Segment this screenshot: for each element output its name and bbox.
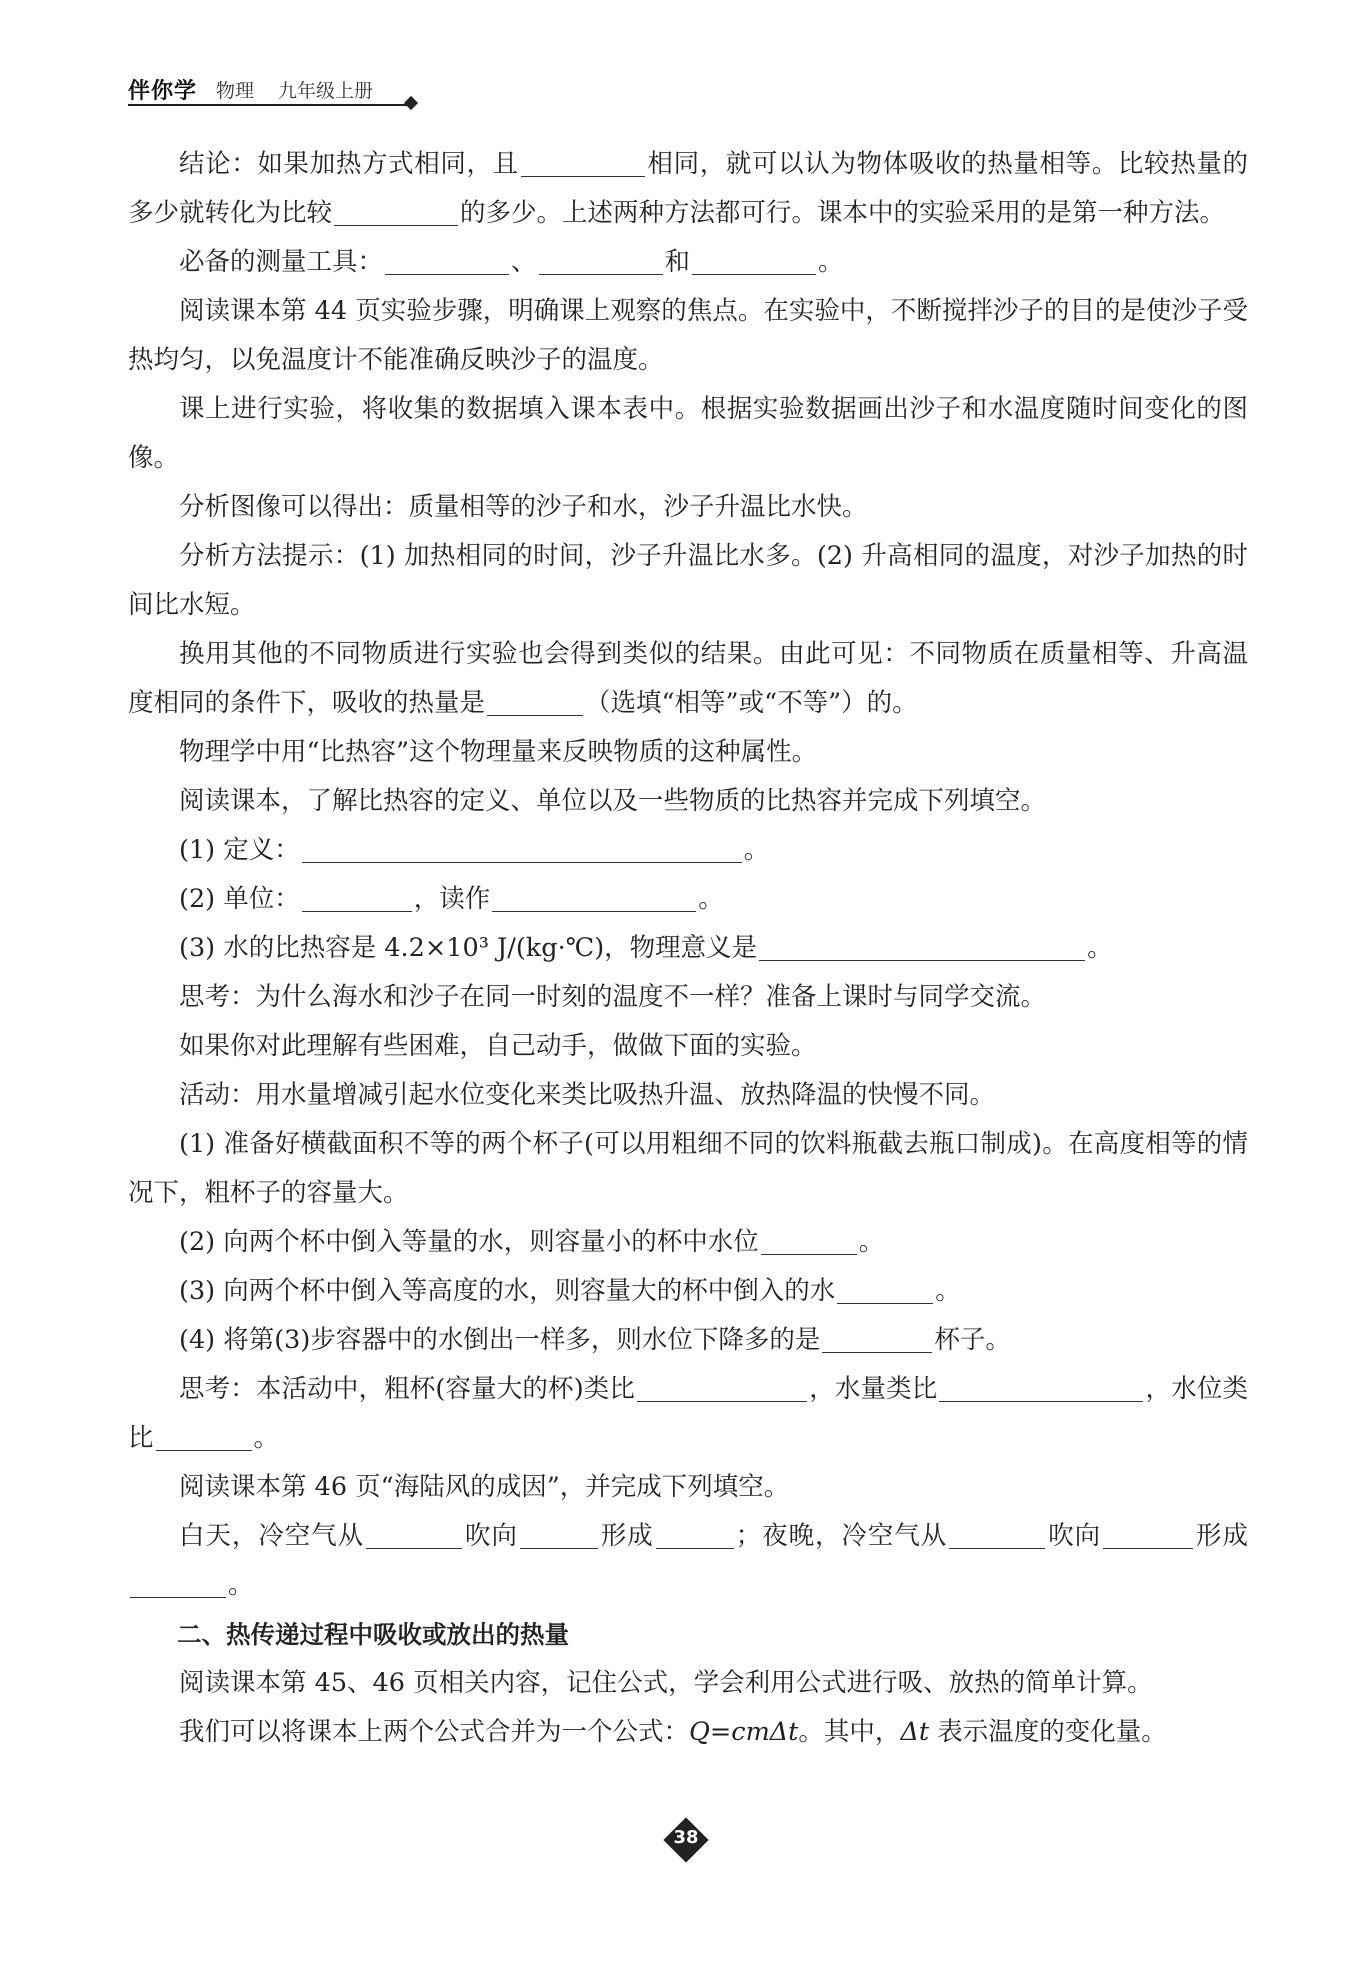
paragraph: 阅读课本第 44 页实验步骤，明确课上观察的焦点。在实验中，不断搅拌沙子的目的是使沙子受热均匀，以免温度计不能准确反映沙子的温度。 xyxy=(128,296,1248,375)
fill-blank[interactable] xyxy=(487,689,583,716)
paragraph: 课上进行实验，将收集的数据填入课本表中。根据实验数据画出沙子和水温度随时间变化的图像。 xyxy=(128,394,1248,473)
header-diamond-icon xyxy=(404,96,418,110)
paragraph: 思考：为什么海水和沙子在同一时刻的温度不一样？准备上课时与同学交流。 xyxy=(179,982,1047,1012)
fill-blank[interactable] xyxy=(539,248,663,275)
paragraph: 思考：本活动中，粗杯(容量大的杯)类比 ，水量类比 ，水位类比 。 xyxy=(128,1374,1248,1453)
fill-blank[interactable] xyxy=(837,1277,933,1304)
paragraph: 物理学中用“比热容”这个物理量来反映物质的这种属性。 xyxy=(179,737,818,767)
fill-blank[interactable] xyxy=(939,1375,1143,1402)
subject-label: 物理 xyxy=(216,80,255,102)
paragraph: 我们可以将课本上两个公式合并为一个公式：Q=cmΔt。其中，Δt 表示温度的变化量。 xyxy=(179,1717,1167,1747)
fill-blank[interactable] xyxy=(156,1424,252,1451)
fill-blank[interactable] xyxy=(761,1228,857,1255)
paragraph: 分析图像可以得出：质量相等的沙子和水，沙子升温比水快。 xyxy=(179,492,868,522)
fill-blank[interactable] xyxy=(692,248,816,275)
fill-blank[interactable] xyxy=(637,1375,807,1402)
fill-blank[interactable] xyxy=(521,150,645,177)
fill-blank[interactable] xyxy=(302,836,742,863)
paragraph: (2) 向两个杯中倒入等量的水，则容量小的杯中水位 。 xyxy=(179,1227,885,1257)
paragraph: (2) 单位： ，读作 。 xyxy=(179,884,724,914)
paragraph: (1) 准备好横截面积不等的两个杯子(可以用粗细不同的饮料瓶截去瓶口制成)。在高度相等的情况下，粗杯子的容量大。 xyxy=(128,1129,1248,1208)
paragraph: (3) 向两个杯中倒入等高度的水，则容量大的杯中倒入的水 。 xyxy=(179,1276,961,1306)
paragraph: 阅读课本第 45、46 页相关内容，记住公式，学会利用公式进行吸、放热的简单计算。 xyxy=(179,1668,1153,1698)
fill-blank[interactable] xyxy=(366,1522,462,1549)
page-number: 38 xyxy=(673,1827,699,1848)
header-rule xyxy=(128,104,408,106)
page-header xyxy=(128,74,1248,108)
fill-blank[interactable] xyxy=(759,934,1085,961)
paragraph: 活动：用水量增减引起水位变化来类比吸热升温、放热降温的快慢不同。 xyxy=(179,1080,996,1110)
fill-blank[interactable] xyxy=(949,1522,1045,1549)
fill-blank[interactable] xyxy=(822,1326,932,1353)
fill-blank[interactable] xyxy=(656,1522,734,1549)
section-heading: 二、热传递过程中吸收或放出的热量 xyxy=(177,1620,569,1649)
paragraph: (4) 将第(3)步容器中的水倒出一样多，则水位下降多的是 杯子。 xyxy=(179,1325,1011,1355)
paragraph: 必备的测量工具： 、 和 。 xyxy=(179,247,844,277)
paragraph: (3) 水的比热容是 4.2×10³ J/(kg·℃)，物理意义是 。 xyxy=(179,933,1113,963)
grade-label: 九年级上册 xyxy=(278,80,374,102)
fill-blank[interactable] xyxy=(334,199,458,226)
paragraph: 换用其他的不同物质进行实验也会得到类似的结果。由此可见：不同物质在质量相等、升高温度相同的条件下，吸收的热量是 （选填“相等”或“不等”）的。 xyxy=(128,639,1248,718)
fill-blank[interactable] xyxy=(130,1571,226,1598)
fill-blank[interactable] xyxy=(1103,1522,1193,1549)
paragraph: 结论：如果加热方式相同，且 相同，就可以认为物体吸收的热量相等。比较热量的多少就转化为比较 的多少。上述两种方法都可行。课本中的实验采用的是第一种方法。 xyxy=(128,149,1248,228)
paragraph: 阅读课本，了解比热容的定义、单位以及一些物质的比热容并完成下列填空。 xyxy=(179,786,1047,816)
paragraph: (1) 定义： 。 xyxy=(179,835,770,865)
heat-formula: Q=cmΔt xyxy=(689,1717,799,1747)
paragraph: 分析方法提示：(1) 加热相同的时间，沙子升温比水多。(2) 升高相同的温度，对沙子加热的时间比水短。 xyxy=(128,541,1248,620)
brand-logo: 伴你学 xyxy=(128,79,198,104)
paragraph: 阅读课本第 46 页“海陆风的成因”，并完成下列填空。 xyxy=(179,1472,790,1502)
fill-blank[interactable] xyxy=(385,248,509,275)
fill-blank[interactable] xyxy=(492,885,696,912)
paragraph: 白天，冷空气从 吹向 形成 ；夜晚，冷空气从 吹向 形成。 xyxy=(128,1512,1248,1610)
fill-blank[interactable] xyxy=(302,885,412,912)
delta-t-symbol: Δt xyxy=(900,1717,930,1747)
paragraph: 如果你对此理解有些困难，自己动手，做做下面的实验。 xyxy=(179,1031,817,1061)
page-content xyxy=(128,140,1248,1757)
fill-blank[interactable] xyxy=(520,1522,598,1549)
page-number-badge xyxy=(664,1818,708,1862)
